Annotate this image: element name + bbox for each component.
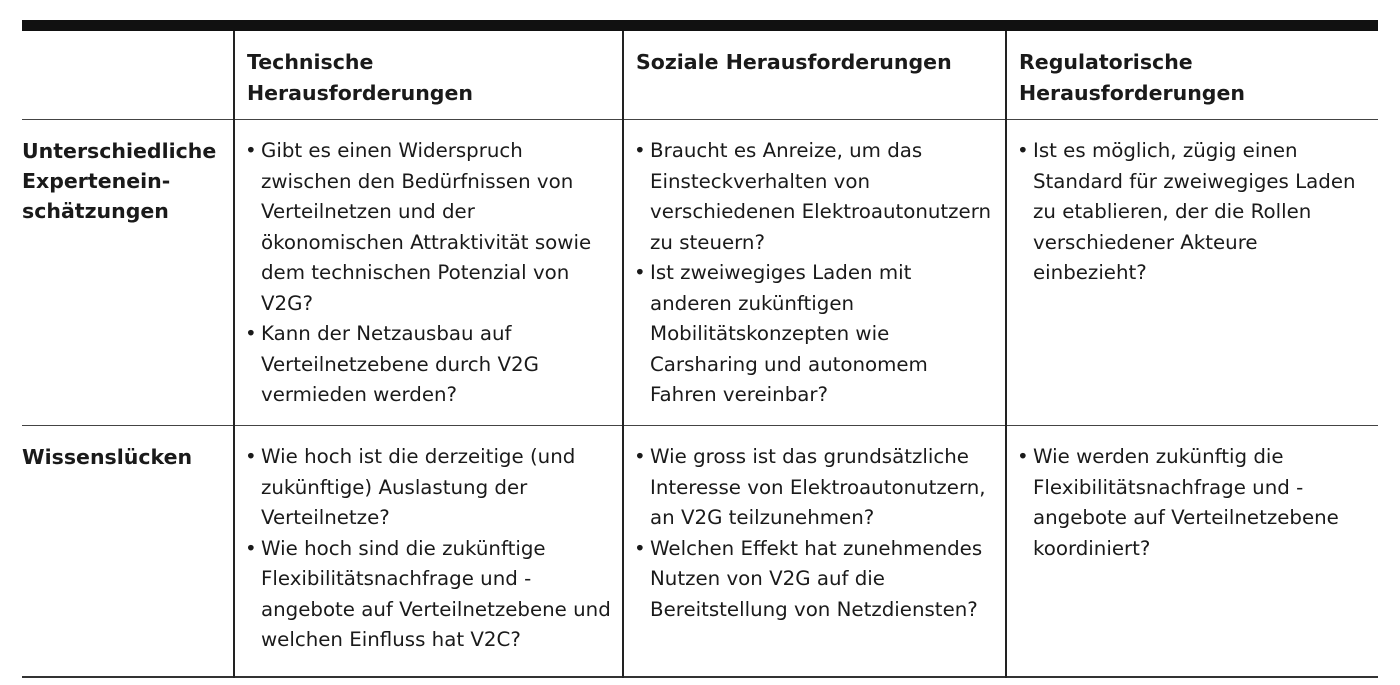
bullet-list bbox=[245, 136, 614, 411]
header-social-challenges: Soziale Herausforderungen bbox=[623, 26, 1006, 120]
challenges-table bbox=[22, 20, 1378, 678]
cell-gaps-regulatory bbox=[1006, 426, 1378, 677]
bullet-list bbox=[1017, 136, 1370, 289]
cell-expert-regulatory bbox=[1006, 120, 1378, 426]
bullet-list bbox=[634, 136, 997, 411]
header-corner-cell bbox=[22, 26, 234, 120]
row-label-knowledge-gaps: Wissenslücken bbox=[22, 445, 193, 469]
list-item: • Kann der Netzausbau auf Verteilnetzebene durch V2G vermieden werden? bbox=[245, 319, 614, 411]
list-item: • Wie gross ist das grundsätzliche Interesse von Elektroautonutzern, an V2G teilzunehmen? bbox=[634, 442, 997, 534]
list-item: • Wie werden zukünftig die Flexibilitätsnachfrage und -angebote auf Verteilnetzebene koordiniert? bbox=[1017, 442, 1370, 564]
table-row-knowledge-gaps bbox=[22, 426, 1378, 677]
cell-expert-technical bbox=[234, 120, 623, 426]
list-item: • Gibt es einen Widerspruch zwischen den Bedürfnissen von Verteilnetzen und der ökonomischen Attraktivität sowie dem technischen Potenzial von V2G? bbox=[245, 136, 614, 319]
cell-gaps-technical bbox=[234, 426, 623, 677]
list-item: • Welchen Effekt hat zunehmendes Nutzen von V2G auf die Bereitstellung von Netzdiensten? bbox=[634, 534, 997, 626]
cell-gaps-social bbox=[623, 426, 1006, 677]
list-item: • Ist zweiwegiges Laden mit anderen zukünftigen Mobilitätskonzepten wie Carsharing und autonomem Fahren vereinbar? bbox=[634, 258, 997, 411]
bullet-list bbox=[634, 442, 997, 625]
list-item: • Braucht es Anreize, um das Einsteckverhalten von verschiedenen Elektroautonutzern zu steuern? bbox=[634, 136, 997, 258]
table-header-row bbox=[22, 26, 1378, 120]
bullet-list bbox=[1017, 442, 1370, 564]
bullet-list bbox=[245, 442, 614, 656]
list-item: • Ist es möglich, zügig einen Standard für zweiwegiges Laden zu etablieren, der die Rollen verschiedener Akteure einbezieht? bbox=[1017, 136, 1370, 289]
table-row-expert-assessments bbox=[22, 120, 1378, 426]
header-technical-challenges: Technische Herausforderungen bbox=[234, 26, 623, 120]
list-item: • Wie hoch ist die derzeitige (und zukünftige) Auslastung der Verteilnetze? bbox=[245, 442, 614, 534]
cell-expert-social bbox=[623, 120, 1006, 426]
list-item: • Wie hoch sind die zukünftige Flexibilitätsnachfrage und -angebote auf Verteilnetzebene und welchen Einfluss hat V2C? bbox=[245, 534, 614, 656]
header-regulatory-challenges: Regulatorische Herausforderungen bbox=[1006, 26, 1378, 120]
challenges-table-container bbox=[22, 20, 1378, 678]
row-label-expert-assessments: Unterschiedliche Expertenein- schätzungen bbox=[22, 139, 217, 223]
